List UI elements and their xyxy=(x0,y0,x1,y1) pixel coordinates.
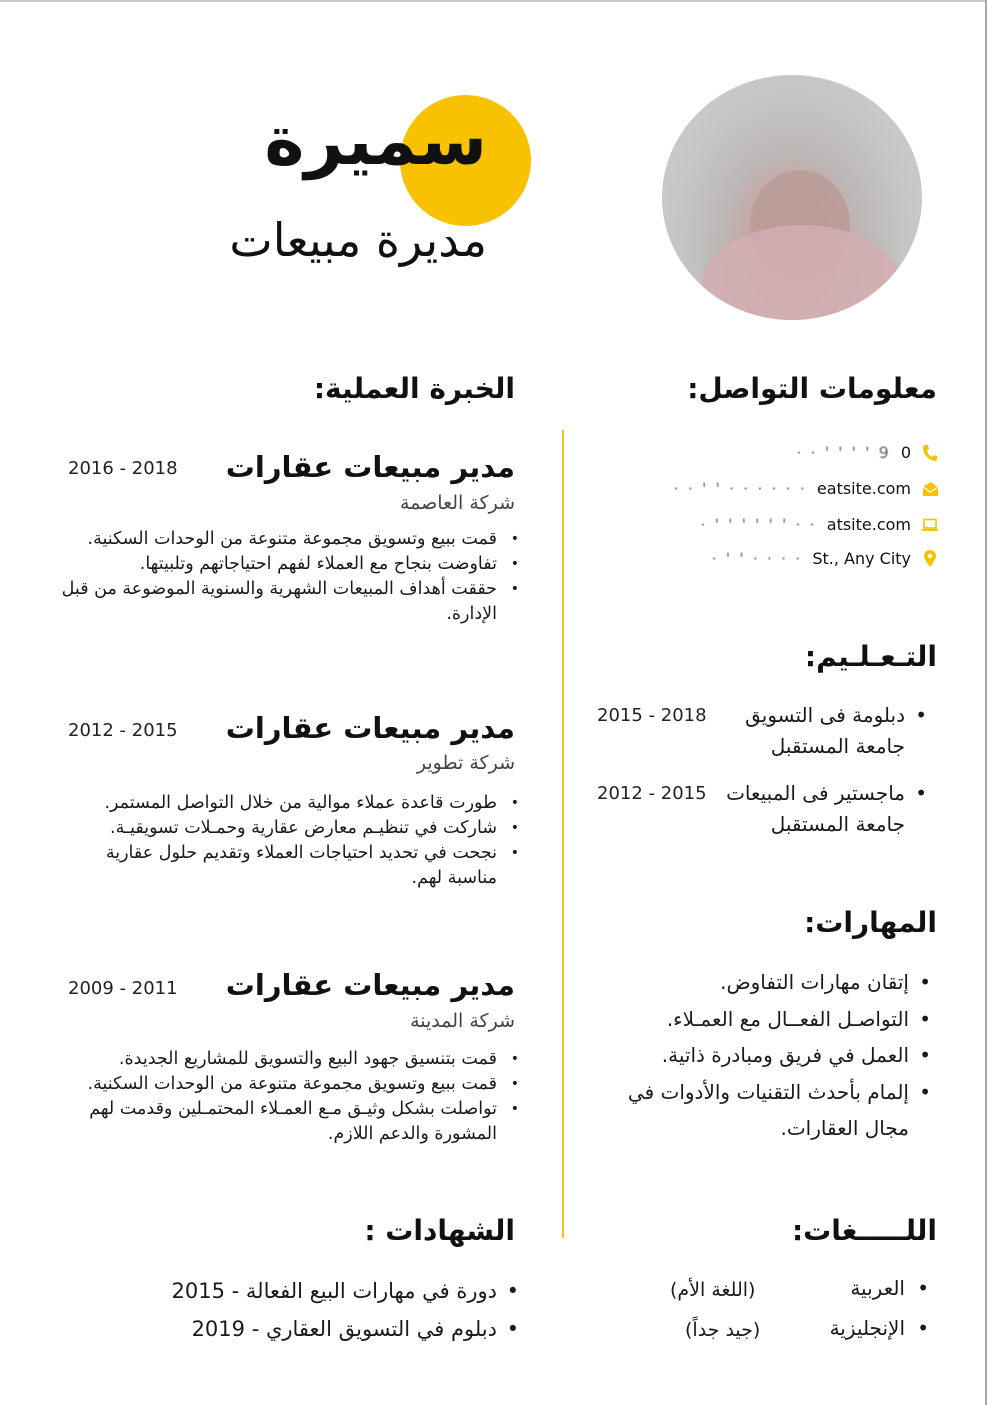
experience-title: الخبرة العملية: xyxy=(313,372,515,405)
education-title: التـعـلـيم: xyxy=(804,640,937,673)
job-bullets xyxy=(45,1047,525,1147)
education-item xyxy=(726,778,927,840)
job-bullet-item: • تواصلت بشكل وثيـق مـع العمـلاء المحتمـلين وقدمت لهم المشورة والدعم اللازم. xyxy=(45,1097,525,1147)
language-level: (جيد جداً) xyxy=(685,1319,761,1341)
laptop-icon xyxy=(921,516,939,534)
language-level: (اللغة الأم) xyxy=(670,1279,756,1301)
language-name: الإنجليزية xyxy=(829,1316,905,1340)
education-years: 2012 - 2015 xyxy=(597,783,707,804)
job-bullet-item: • قمت ببيع وتسويق مجموعة متنوعة من الوحدات السكنية. xyxy=(45,1072,525,1097)
education-institution: جامعة المستقبل xyxy=(770,812,905,836)
bullet: • xyxy=(917,1276,929,1300)
bullet: • xyxy=(917,1316,929,1340)
skill-item: • العمل في فريق ومبادرة ذاتية. xyxy=(617,1037,937,1074)
job-years: 2016 - 2018 xyxy=(68,458,178,479)
job-title: مدير مبيعات عقارات xyxy=(225,968,515,1002)
job-bullet-item: • تفاوضت بنجاح مع العملاء لفهم احتياجاتهم وتلبيتها. xyxy=(55,552,525,577)
education-degree: دبلومة فى التسويق xyxy=(745,703,905,727)
website-obscured: · ' ' ' ' ' ' · · xyxy=(700,515,817,534)
website-text: atsite.com xyxy=(826,515,911,534)
skills-list xyxy=(617,964,937,1147)
skills-title: المهارات: xyxy=(804,906,937,939)
phone-icon xyxy=(921,444,939,462)
candidate-role: مديرة مبيعات xyxy=(229,213,487,267)
photo-shawl-region xyxy=(702,225,902,320)
job-title: مدير مبيعات عقارات xyxy=(225,711,515,745)
phone-obscured: · · ' ' ' ' 9 xyxy=(796,443,891,462)
candidate-name: سميرة xyxy=(264,102,487,181)
address-text: St., Any City xyxy=(812,549,911,568)
page-border-top xyxy=(0,0,987,2)
job-company: شركة تطوير xyxy=(416,752,515,774)
job-title: مدير مبيعات عقارات xyxy=(225,450,515,484)
envelope-icon xyxy=(921,480,939,498)
job-bullet-item: • حققت أهداف المبيعات الشهرية والسنوية الموضوعة من قبل الإدارة. xyxy=(55,577,525,627)
bullet: • xyxy=(915,781,927,805)
skill-item: • إتقان مهارات التفاوض. xyxy=(617,964,937,1001)
bullet: • xyxy=(915,703,927,727)
location-pin-icon xyxy=(921,550,939,568)
skill-item: • إلمام بأحدث التقنيات والأدوات في مجال العقارات. xyxy=(617,1074,937,1147)
job-years: 2009 - 2011 xyxy=(68,978,178,999)
job-bullet-item: • نجحت في تحديد احتياجات العملاء وتقديم حلول عقارية مناسبة لهم. xyxy=(55,841,525,891)
education-item xyxy=(745,700,927,762)
job-bullet-item: • قمت ببيع وتسويق مجموعة متنوعة من الوحدات السكنية. xyxy=(55,527,525,552)
contact-phone xyxy=(796,443,939,462)
languages-title: اللـــــغات: xyxy=(791,1214,937,1247)
education-degree: ماجستير فى المبيعات xyxy=(726,781,905,805)
column-divider xyxy=(562,430,564,1238)
job-bullet-item: • طورت قاعدة عملاء موالية من خلال التواصل المستمر. xyxy=(55,791,525,816)
job-bullet-item: • شاركت في تنظيـم معارض عقارية وحمـلات تسويقيـة. xyxy=(55,816,525,841)
email-text: eatsite.com xyxy=(816,479,911,498)
profile-photo xyxy=(662,75,922,320)
job-years: 2012 - 2015 xyxy=(68,720,178,741)
job-company: شركة العاصمة xyxy=(399,492,515,514)
education-years: 2015 - 2018 xyxy=(597,705,707,726)
education-institution: جامعة المستقبل xyxy=(770,734,905,758)
email-obscured: · · ' ' · · · · · · xyxy=(673,479,807,498)
job-company: شركة المدينة xyxy=(410,1010,515,1032)
job-bullets xyxy=(55,791,525,891)
certificates-title: الشهادات : xyxy=(364,1214,515,1247)
contact-website xyxy=(700,515,939,534)
contact-title: معلومات التواصل: xyxy=(687,372,937,405)
contact-address xyxy=(712,549,939,568)
language-name: العربية xyxy=(850,1276,905,1300)
certificate-item: • دورة في مهارات البيع الفعالة - 2015 xyxy=(125,1272,525,1310)
certificates-list xyxy=(125,1272,525,1348)
job-bullet-item: • قمت بتنسيق جهود البيع والتسويق للمشاريع الجديدة. xyxy=(45,1047,525,1072)
address-obscured: · ' ' · · · · xyxy=(711,549,803,568)
skill-item: • التواصـل الفعــال مع العمـلاء. xyxy=(617,1001,937,1038)
job-bullets xyxy=(55,527,525,627)
contact-email xyxy=(674,479,939,498)
phone-text: 0 xyxy=(900,443,911,462)
certificate-item: • دبلوم في التسويق العقاري - 2019 xyxy=(125,1310,525,1348)
